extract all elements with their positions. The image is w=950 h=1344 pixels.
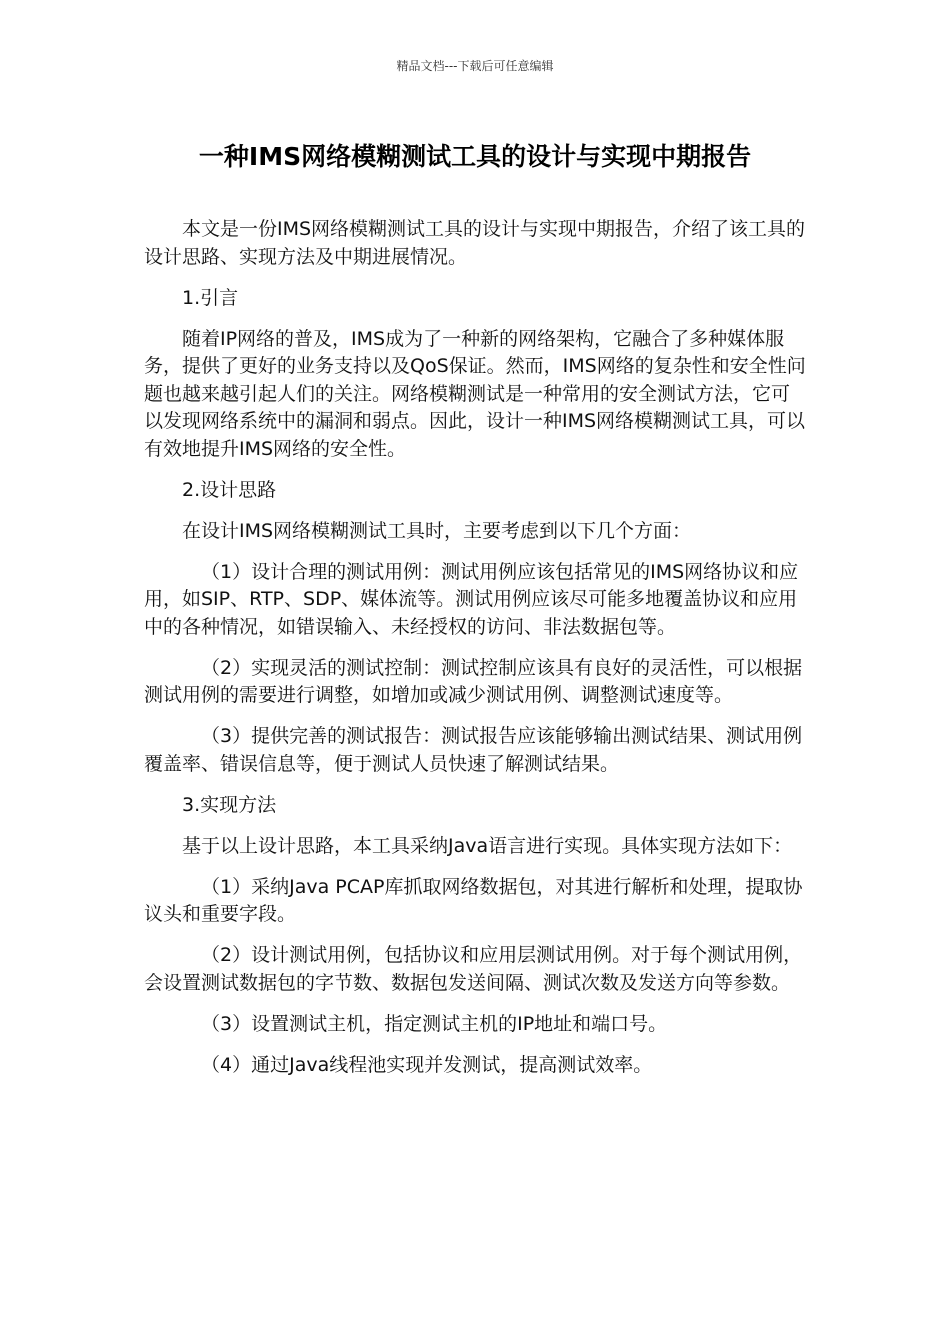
- intro-paragraph: 本文是一份IMS网络模糊测试工具的设计与实现中期报告，介绍了该工具的设计思路、实现方法及中期进展情况。: [144, 218, 806, 268]
- list-item: （3）提供完善的测试报告：测试报告应该能够输出测试结果、测试用例覆盖率、错误信息等，便于测试人员快速了解测试结果。: [144, 725, 803, 775]
- section-heading-introduction: 1.引言: [182, 286, 239, 309]
- body-paragraph: 基于以上设计思路，本工具采纳Java语言进行实现。具体实现方法如下：: [182, 834, 793, 857]
- header-note: 精品文档---下载后可任意编辑: [396, 59, 554, 73]
- list-item: （1）采纳Java PCAP库抓取网络数据包，对其进行解析和处理，提取协议头和重要字段。: [144, 875, 803, 925]
- list-item: （3）设置测试主机，指定测试主机的IP地址和端口号。: [201, 1012, 668, 1035]
- document-title: 一种IMS网络模糊测试工具的设计与实现中期报告: [198, 142, 752, 171]
- body-paragraph: 随着IP网络的普及，IMS成为了一种新的网络架构，它融合了多种媒体服务，提供了更好的业务支持以及QoS保证。然而，IMS网络的复杂性和安全性问题也越来越引起人们的关注。网络模糊测试是一种常用的安全测试方法，它可以发现网络系统中的漏洞和弱点。因此，设计一种IMS网络模糊测试工具，可以有效地提升IMS网络的安全性。: [144, 327, 806, 460]
- section-heading-implementation: 3.实现方法: [182, 793, 277, 816]
- list-item: （1）设计合理的测试用例：测试用例应该包括常见的IMS网络协议和应用，如SIP、RTP、SDP、媒体流等。测试用例应该尽可能多地覆盖协议和应用中的各种情况，如错误输入、未经授权的访问、非法数据包等。: [144, 560, 799, 638]
- body-paragraph: 在设计IMS网络模糊测试工具时，主要考虑到以下几个方面：: [182, 519, 692, 542]
- document-body: [144, 216, 806, 1093]
- list-item: （2）实现灵活的测试控制：测试控制应该具有良好的灵活性，可以根据测试用例的需要进行调整，如增加或减少测试用例、调整测试速度等。: [144, 656, 803, 706]
- list-item: （4）通过Java线程池实现并发测试，提高测试效率。: [201, 1053, 653, 1076]
- section-heading-design: 2.设计思路: [182, 478, 277, 501]
- list-item: （2）设计测试用例，包括协议和应用层测试用例。对于每个测试用例，会设置测试数据包的字节数、数据包发送间隔、测试次数及发送方向等参数。: [144, 944, 803, 994]
